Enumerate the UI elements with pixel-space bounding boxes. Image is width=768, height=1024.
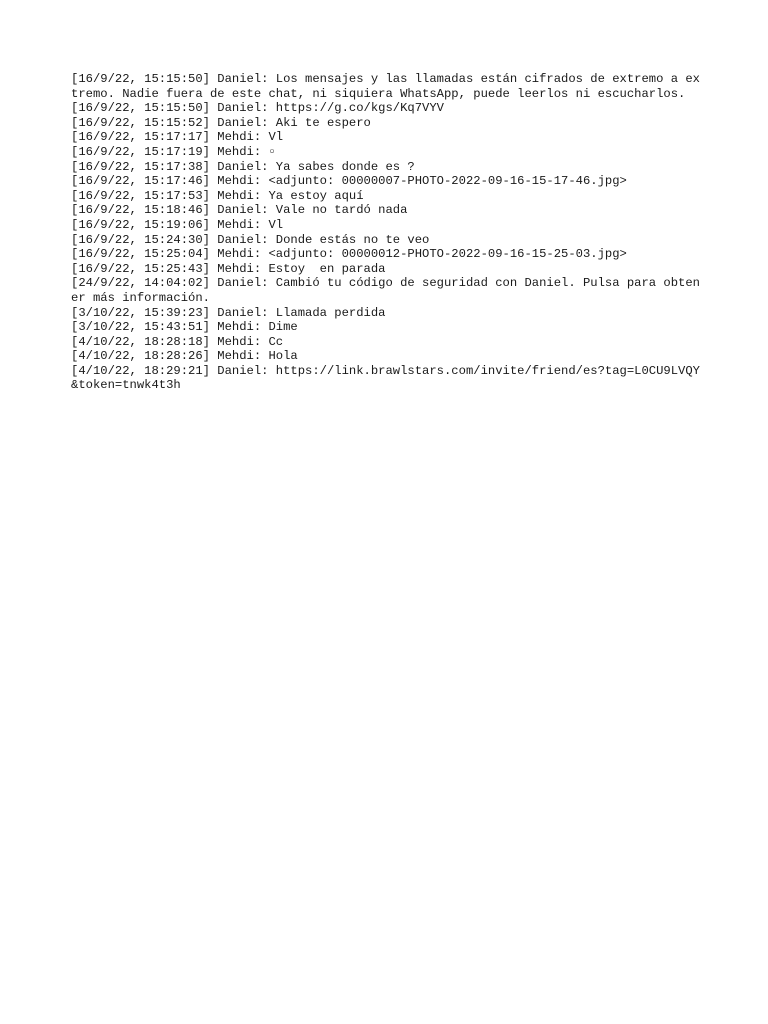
chat-line: [16/9/22, 15:17:46] Mehdi: <adjunto: 00000007-PHOTO-2022-09-16-15-17-46.jpg> — [71, 174, 627, 189]
chat-line: [4/10/22, 18:28:26] Mehdi: Hola — [71, 349, 298, 364]
chat-line: [16/9/22, 15:15:50] Daniel: Los mensajes y las llamadas están cifrados de extremo a extremo. Nadie fuera de este chat, ni siquiera WhatsApp, puede leerlos ni escucharlos. — [71, 72, 700, 101]
chat-line: [4/10/22, 18:28:18] Mehdi: Cc — [71, 334, 284, 349]
chat-line: [16/9/22, 15:19:06] Mehdi: Vl — [71, 217, 284, 232]
chat-line: [24/9/22, 14:04:02] Daniel: Cambió tu código de seguridad con Daniel. Pulsa para obtener más información. — [71, 276, 700, 305]
chat-line: [16/9/22, 15:24:30] Daniel: Donde estás no te veo — [71, 232, 430, 247]
chat-line: [16/9/22, 15:17:53] Mehdi: Ya estoy aquí — [71, 188, 364, 203]
chat-log — [71, 72, 701, 393]
chat-line: [3/10/22, 15:39:23] Daniel: Llamada perdida — [71, 305, 386, 320]
chat-line: [16/9/22, 15:25:04] Mehdi: <adjunto: 00000012-PHOTO-2022-09-16-15-25-03.jpg> — [71, 247, 627, 262]
chat-line: [16/9/22, 15:25:43] Mehdi: Estoy en parada — [71, 261, 386, 276]
chat-line: [16/9/22, 15:17:38] Daniel: Ya sabes donde es ? — [71, 159, 415, 174]
chat-line: [16/9/22, 15:18:46] Daniel: Vale no tardó nada — [71, 203, 408, 218]
chat-line: [16/9/22, 15:15:52] Daniel: Aki te espero — [71, 115, 371, 130]
chat-line: [16/9/22, 15:17:19] Mehdi: ▫ — [71, 144, 276, 159]
chat-line: [16/9/22, 15:15:50] Daniel: https://g.co/kgs/Kq7VYV — [71, 101, 444, 116]
chat-line: [16/9/22, 15:17:17] Mehdi: Vl — [71, 130, 284, 145]
chat-line: [4/10/22, 18:29:21] Daniel: https://link.brawlstars.com/invite/friend/es?tag=L0CU9LVQY&token=tnwk4t3h — [71, 363, 700, 393]
chat-line: [3/10/22, 15:43:51] Mehdi: Dime — [71, 320, 298, 335]
